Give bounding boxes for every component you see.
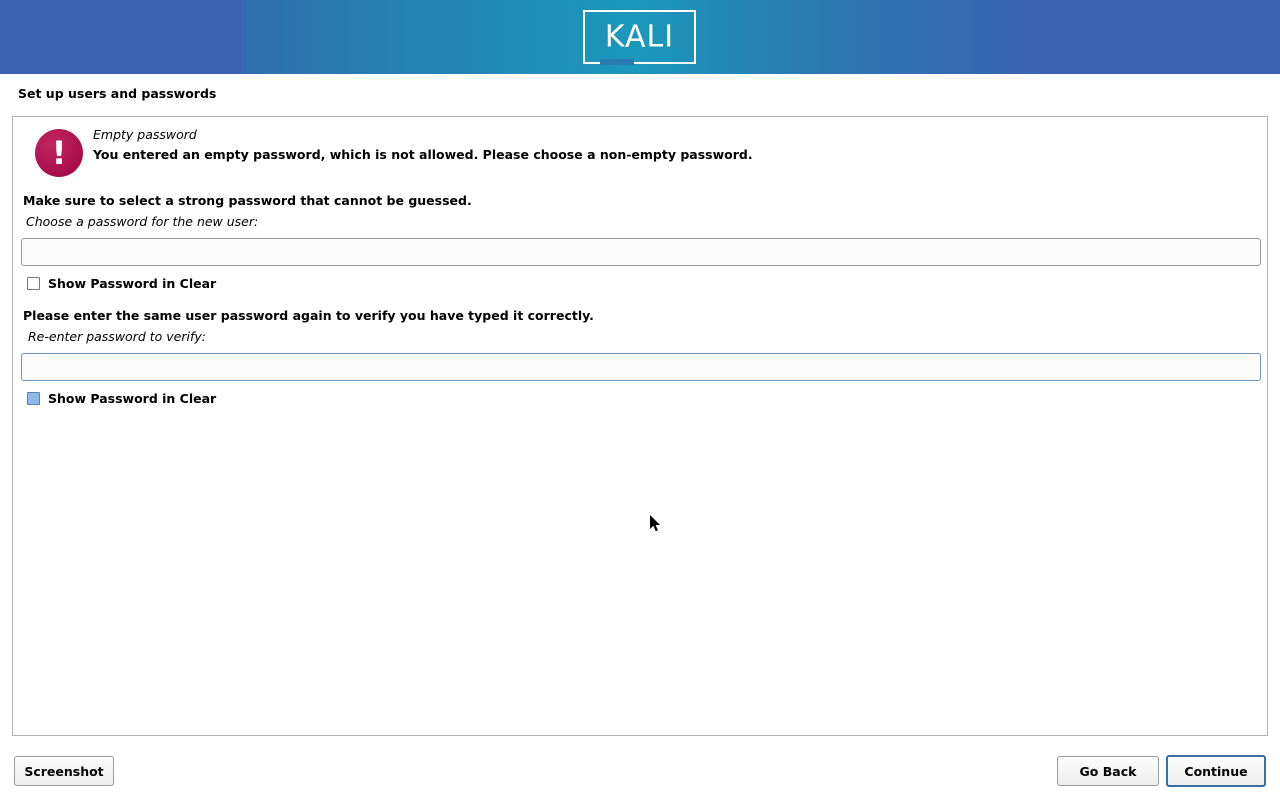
- banner-right-fill: [1039, 0, 1280, 74]
- password-field-label: Choose a password for the new user:: [26, 214, 259, 229]
- error-block: [13, 117, 1267, 172]
- password-strength-hint: Make sure to select a strong password that cannot be guessed.: [23, 193, 472, 208]
- verify-password-input[interactable]: [21, 353, 1261, 381]
- go-back-button[interactable]: Go Back: [1057, 756, 1159, 786]
- error-message: You entered an empty password, which is not allowed. Please choose a non-empty password.: [93, 147, 753, 162]
- error-title: Empty password: [93, 127, 197, 142]
- verify-password-hint: Please enter the same user password again to verify you have typed it correctly.: [23, 308, 594, 323]
- show-password-checkbox-2[interactable]: [27, 392, 40, 405]
- exclamation-glyph: !: [51, 134, 67, 172]
- page-title: Set up users and passwords: [18, 86, 217, 101]
- continue-button[interactable]: Continue: [1166, 755, 1266, 787]
- show-password-label-2: Show Password in Clear: [48, 391, 217, 406]
- show-password-label-1: Show Password in Clear: [48, 276, 217, 291]
- kali-logo: [583, 10, 696, 64]
- show-password-checkbox-1[interactable]: [27, 277, 40, 290]
- kali-logo-text: KALI: [604, 19, 675, 55]
- password-input[interactable]: [21, 238, 1261, 266]
- screenshot-button[interactable]: Screenshot: [14, 756, 114, 786]
- show-password-clear-row-2[interactable]: [27, 391, 216, 406]
- exclamation-icon: [35, 129, 83, 177]
- kali-banner: [0, 0, 1280, 74]
- verify-field-label: Re-enter password to verify:: [28, 329, 206, 344]
- mouse-cursor: [650, 515, 662, 533]
- banner-left-fill: [0, 0, 241, 74]
- show-password-clear-row-1[interactable]: [27, 276, 216, 291]
- kali-logo-notch: [600, 59, 634, 65]
- main-content-frame: [12, 116, 1268, 736]
